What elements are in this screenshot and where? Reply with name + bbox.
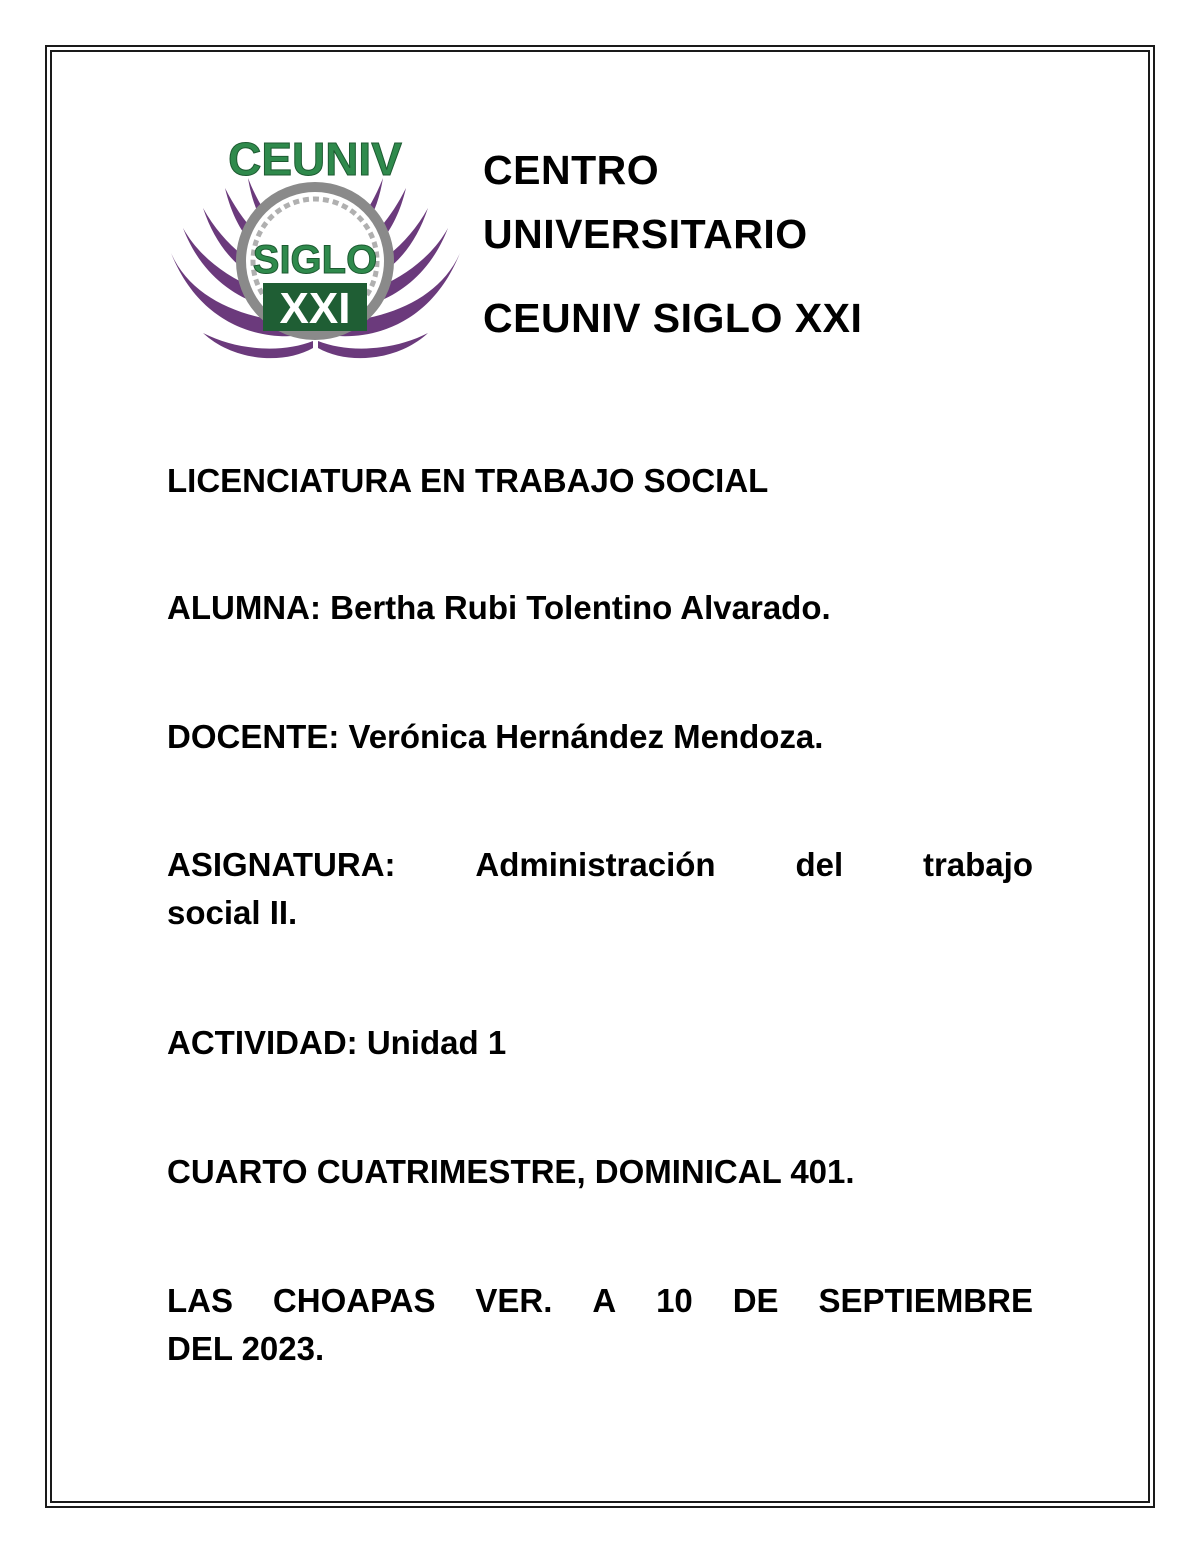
- place-date-line2: DEL 2023.: [167, 1330, 325, 1367]
- place-date-word: 10: [656, 1282, 693, 1319]
- place-date-word: SEPTIEMBRE: [818, 1282, 1033, 1319]
- subject-line1: [167, 841, 1033, 889]
- ceuniv-logo: [163, 133, 468, 368]
- institution-title-line2: UNIVERSITARIO: [483, 211, 808, 257]
- place-date-line1: [167, 1277, 1033, 1325]
- subject-word: Administración: [475, 846, 716, 883]
- degree-line: LICENCIATURA EN TRABAJO SOCIAL: [167, 462, 769, 499]
- teacher-line: DOCENTE: Verónica Hernández Mendoza.: [167, 718, 824, 755]
- institution-title-line3: CEUNIV SIGLO XXI: [483, 295, 863, 341]
- place-date-block: [167, 1277, 1033, 1373]
- institution-title-line1: CENTRO: [483, 147, 660, 193]
- activity-line: ACTIVIDAD: Unidad 1: [167, 1024, 507, 1061]
- logo-ceuniv-text: CEUNIV: [228, 133, 402, 185]
- place-date-word: DE: [732, 1282, 779, 1319]
- logo-siglo-text: SIGLO: [252, 238, 378, 282]
- subject-word: trabajo: [922, 846, 1033, 883]
- place-date-word: VER.: [475, 1282, 553, 1319]
- place-date-word: A: [592, 1282, 617, 1319]
- student-line: ALUMNA: Bertha Rubi Tolentino Alvarado.: [167, 589, 831, 626]
- place-date-word: LAS: [167, 1282, 233, 1319]
- semester-line: CUARTO CUATRIMESTRE, DOMINICAL 401.: [167, 1153, 855, 1190]
- logo-xxi-text: XXI: [279, 284, 351, 333]
- place-date-word: CHOAPAS: [272, 1282, 436, 1319]
- subject-word: del: [795, 846, 844, 883]
- subject-line2: social II.: [167, 894, 298, 931]
- subject-block: [167, 841, 1033, 937]
- subject-word: ASIGNATURA:: [167, 846, 396, 883]
